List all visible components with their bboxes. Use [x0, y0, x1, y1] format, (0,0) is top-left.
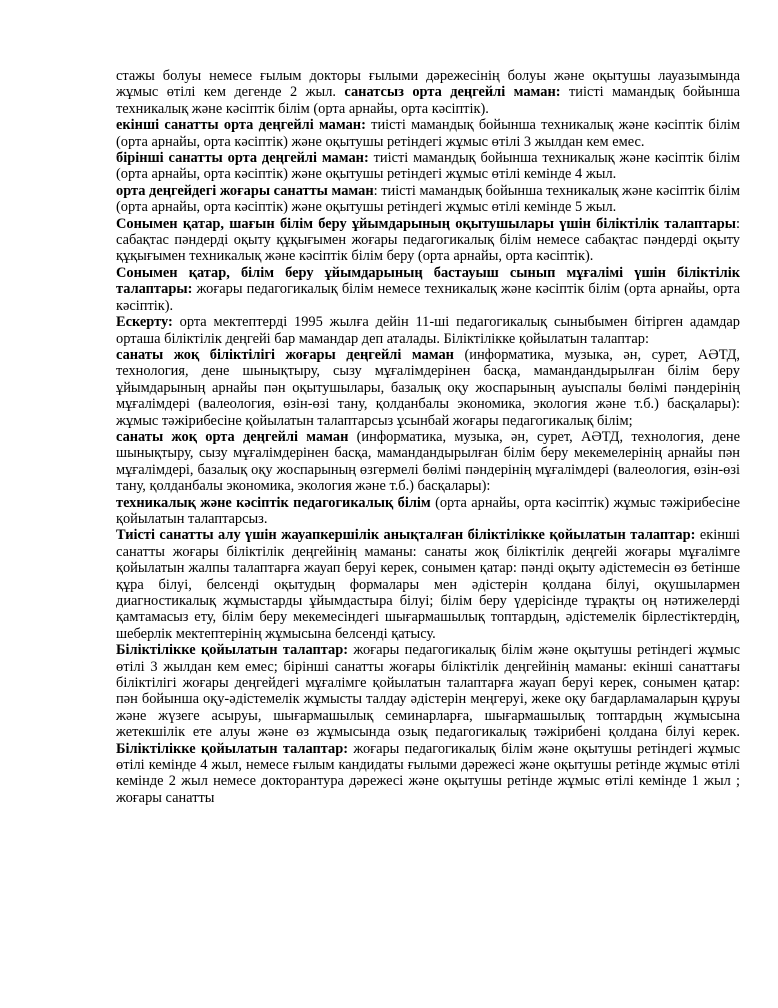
bold-term: техникалық және кәсіптік педагогикалық білім — [116, 494, 431, 511]
text-run: тиісті мамандық бойынша техникалық және кәсіптік білім (орта арнайы, орта кәсіптік) және оқытушы ретіндегі жұмыс өтілі кемінде 4 жыл. — [116, 150, 741, 183]
note-label: Ескерту: — [116, 314, 173, 331]
text-run: (информатика, музыка, ән, сурет, АӘТД, технология, дене шынықтыру, сызу мұғалімдерінен басқа, мамандандырылған білім беру ұйымдарының арнайы пән оқытушылары, базалық оқу жоспарының ауыспалы бөлімі пәндерінің мұғалімдері (валеология, өзін-өзі тану, қолданбалы экономика, экология және т.б.) басқалары): жұмыс тәжірибесіне қойылатын талаптарсыз ұсынбай жоғары педагогикалық білім; — [116, 346, 740, 429]
text-run: : тиісті мамандық бойынша техникалық және кәсіптік білім (орта арнайы, орта кәсіптік) және оқытушы ретіндегі жұмыс өтілі кемінде 5 жыл. — [116, 182, 740, 216]
paragraph-1 — [116, 68, 740, 117]
text-run: (орта арнайы, орта кәсіптік) жұмыс тәжірибесіне қойылатын талаптарсыз. — [116, 494, 740, 527]
text-run: екінші санатты жоғары біліктілік деңгейінің маманы: санаты жоқ біліктілік деңгейі жоғары мұғалімге қойылатын жалпы талаптарға жауап беруі керек, сонымен қатар: пәнді оқыту әдістемесін өз бетінше құра білуі, белсенді оқытудың формалары мен әдістерін қолдана білуі, оқушылармен диагностикалық жұмыстарды ұйымдастыра білуі; білім беру үдерісінде тұрақты оң нәтижелерді қамтамасыз ету, білім беру мекемесіндегі шығармашылық топтардың, әдістемелік бірлестіктердің, шеберлік мектептерінің жұмысына белсенді қатысу. — [116, 527, 740, 642]
text-run: стажы болуы немесе ғылым докторы ғылыми дәрежесінің болуы және оқытушы лауазымында жұмыс өтілі кем дегенде 2 жыл. — [116, 68, 740, 101]
paragraph-3 — [116, 150, 740, 183]
bold-term: орта деңгейдегі жоғары санатты маман — [116, 182, 374, 199]
text-run: тиісті мамандық бойынша техникалық және кәсіптік білім (орта арнайы, орта кәсіптік). — [116, 84, 740, 117]
paragraph-10 — [116, 495, 740, 528]
paragraph-11 — [116, 527, 740, 642]
paragraph-9 — [116, 429, 740, 495]
text-run: жоғары педагогикалық білім және оқытушы ретіндегі жұмыс өтілі 3 жылдан кем емес; бірінші санатты жоғары біліктілік деңгейінің маманы: екінші санаттағы біліктілігі жоғары деңгейдегі мұғалімге қойылатын талаптарға жауап беруі керек, сонымен қатар: пән бойынша оқу-әдістемелік жұмысты талдау әдістерін меңгеруі, жеке оқу бағдарламаларын құруы және жүзеге асыруы, шығармашылық семинарларға, шығармашылық топтардың жұмысына жетекшілік ете алуы және өз жұмысында озық педагогикалық тәжірибені қолдана білуі керек. — [116, 642, 740, 741]
paragraph-12 — [116, 642, 740, 806]
bold-term: санаты жоқ орта деңгейлі маман — [116, 428, 349, 445]
bold-term: Сонымен қатар, білім беру ұйымдарының бастауыш сынып мұғалімі үшін біліктілік талаптары: — [116, 264, 740, 298]
paragraph-8 — [116, 347, 740, 429]
bold-term: бірінші санатты орта деңгейлі маман: — [116, 150, 369, 167]
text-run: жоғары педагогикалық білім немесе техникалық және кәсіптік білім (орта арнайы, орта кәсіптік). — [116, 281, 740, 314]
document-page — [116, 68, 740, 806]
bold-term: санатсыз орта деңгейлі маман: — [344, 84, 561, 101]
paragraph-note — [116, 314, 740, 347]
text-run: тиісті мамандық бойынша техникалық және кәсіптік білім (орта арнайы, орта кәсіптік) және оқытушы ретіндегі жұмыс өтілі 3 жылдан кем емес. — [116, 117, 741, 150]
bold-term: Сонымен қатар, шағын білім беру ұйымдарының оқытушылары үшін біліктілік талаптары — [116, 215, 736, 232]
section-heading: Тиісті санатты алу үшін жауапкершілік анықталған біліктілікке қойылатын талаптар: — [116, 527, 696, 544]
paragraph-6 — [116, 265, 740, 314]
paragraph-2 — [116, 117, 740, 150]
text-run: орта мектептерді 1995 жылға дейін 11-ші педагогикалық сыныбымен бітірген адамдар орташа біліктілік деңгейі бар мамандар деп аталады. Біліктілікке қойылатын талаптар: — [116, 314, 740, 347]
bold-term: екінші санатты орта деңгейлі маман: — [116, 117, 366, 134]
bold-term: Біліктілікке қойылатын талаптар: — [116, 642, 349, 659]
paragraph-4 — [116, 183, 740, 216]
bold-term: Біліктілікке қойылатын талаптар: — [116, 740, 349, 757]
text-run: жоғары педагогикалық білім және оқытушы ретіндегі жұмыс өтілі кемінде 4 жыл, немесе ғылым кандидаты ғылыми дәрежесі және оқытушы ретінде жұмыс өтілі кемінде 2 жыл немесе докторантура дәрежесі және оқытушы ретінде жұмыс өтілі кемінде 1 жыл ; жоғары санатты — [116, 740, 740, 806]
paragraph-5 — [116, 216, 740, 265]
text-run: : сабақтас пәндерді оқыту құқығымен жоғары педагогикалық білім немесе сабақтас пәндерді оқыту құқығымен техникалық және кәсіптік білім беру (орта арнайы, орта кәсіптік). — [116, 215, 740, 265]
bold-term: санаты жоқ біліктілігі жоғары деңгейлі маман — [116, 346, 454, 363]
text-run: (информатика, музыка, ән, сурет, АӘТД, технология, дене шынықтыру, сызу мұғалімдерінен басқа, мамандандырылған білім беру мекемелерінің арнайы пән мұғалімдері, базалық оқу жоспарының өзгермелі бөлімі пәндерінің мұғалімдері (валеология, өзін-өзі тану, қолданбалы экономика, экология және т.б.) басқалары): — [116, 428, 740, 495]
